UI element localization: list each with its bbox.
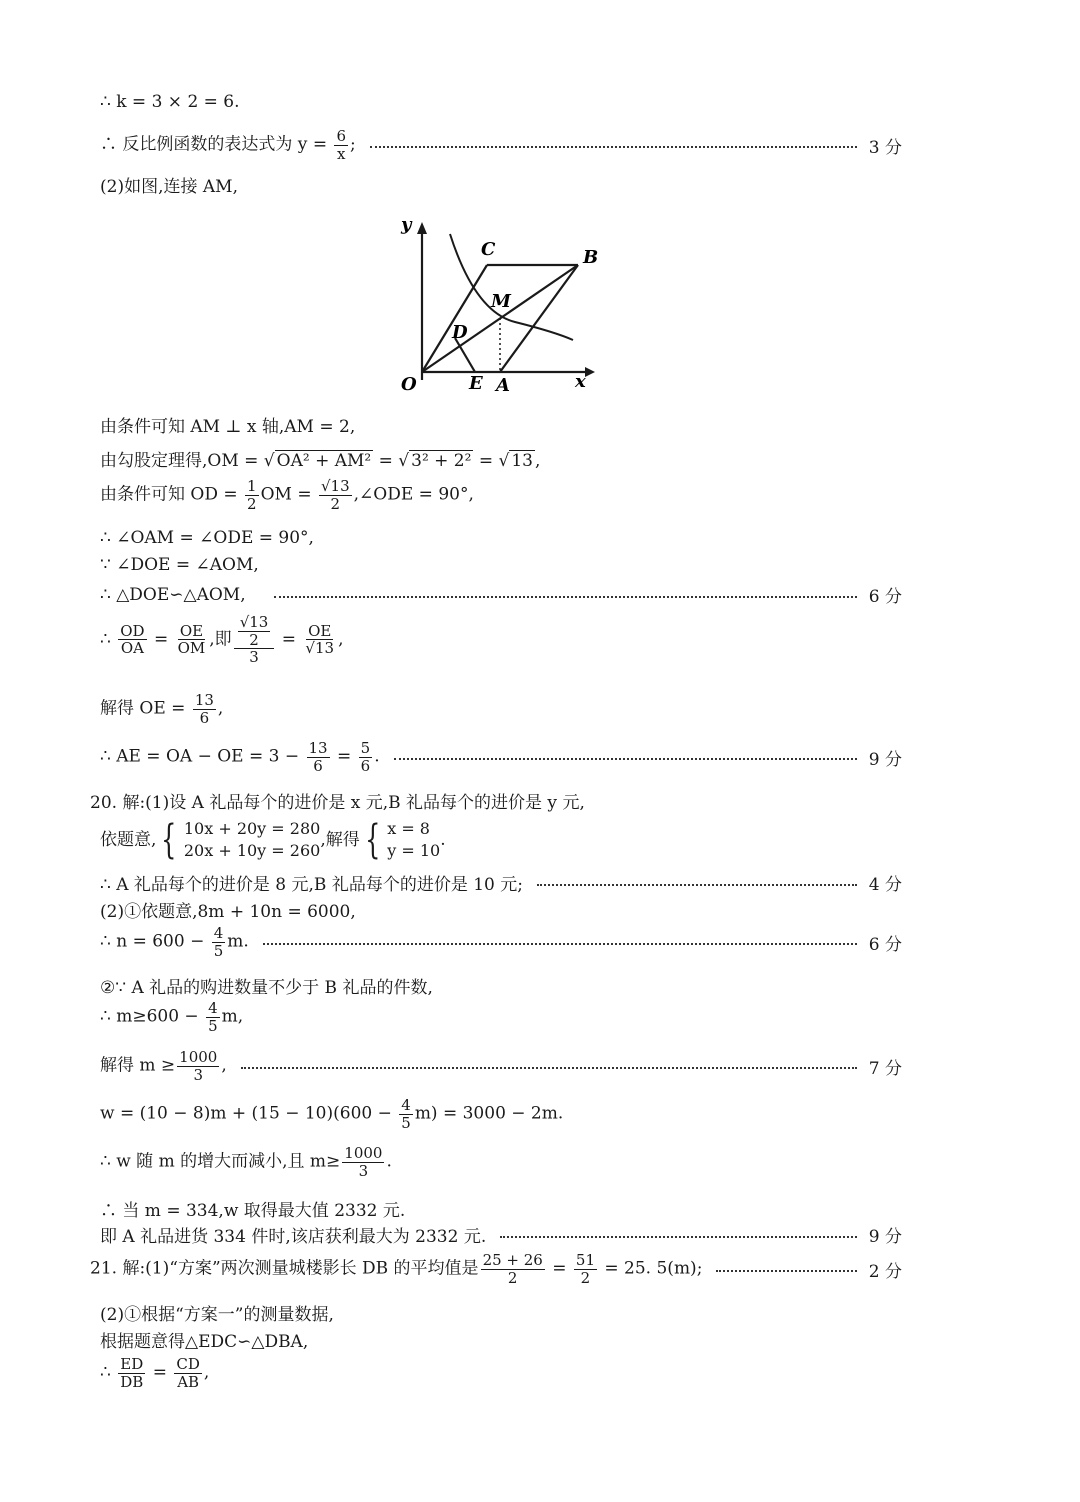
score: 9 分 xyxy=(868,749,902,770)
text: ∴ A 礼品每个的进价是 8 元,B 礼品每个的进价是 10 元; xyxy=(100,875,523,895)
label-e: E xyxy=(469,373,483,394)
leader-dots xyxy=(716,1270,856,1272)
text: ∴ 当 m = 334,w 取得最大值 2332 元. xyxy=(100,1201,406,1221)
line-inverse-function xyxy=(100,128,902,162)
score: 6 分 xyxy=(868,587,902,607)
y-axis-arrow xyxy=(417,222,427,234)
score: 4 分 xyxy=(868,875,902,895)
text: 即 A 礼品进货 334 件时,该店获利最大为 2332 元. xyxy=(100,1227,487,1247)
score: 7 分 xyxy=(868,1058,902,1079)
score: 6 分 xyxy=(868,934,902,955)
leader-dots xyxy=(370,146,857,148)
line-q20-n-expr xyxy=(100,925,902,959)
line-od-value xyxy=(100,478,902,512)
leader-dots xyxy=(537,884,857,886)
line-q20-conclusion xyxy=(100,1222,902,1247)
line-q20-condition xyxy=(100,973,902,998)
text: ∴ $\frac{ED}{DB}$ = $\frac{CD}{AB}$ , xyxy=(100,1355,210,1391)
label-m: M xyxy=(491,291,511,312)
text: ∴ n = 600 − $\frac{4}{5}$ m. xyxy=(100,924,249,960)
text: 由条件可知 OD = $\frac{1}{2}$ OM = $\frac{√13}{2}$ ,∠ODE = 90°, xyxy=(100,477,474,513)
text: ∴ $\frac{OD}{OA}$ = $\frac{OE}{OM}$ ,即 $\frac{\frac{√13}{2}}{3}$ = $\frac{OE}{√13}$ , xyxy=(100,613,344,666)
label-x: x xyxy=(575,371,586,392)
line-similar-triangles xyxy=(100,582,902,607)
line-q20-inequality xyxy=(100,1000,902,1034)
line-pythagoras xyxy=(100,446,902,471)
score: 9 分 xyxy=(868,1227,902,1247)
hyperbola-curve xyxy=(450,234,573,340)
text: w = (10 − 8)m + (15 − 10)(600 − $\frac{4}{5}$ m) = 3000 − 2m. xyxy=(100,1096,564,1132)
text: 解得 OE = $\frac{13}{6}$ , xyxy=(100,691,224,727)
score: 3 分 xyxy=(868,137,902,158)
text: (2)如图,连接 AM, xyxy=(100,177,238,197)
label-d: D xyxy=(452,322,468,343)
text: ∴ AE = OA − OE = 3 − $\frac{13}{6}$ = $\frac{5}{6}$ . xyxy=(100,739,380,775)
line-q20-prices xyxy=(100,870,902,895)
leader-dots xyxy=(500,1236,857,1238)
text: ∴ m≥600 − $\frac{4}{5}$ m, xyxy=(100,999,244,1035)
line-q20-max xyxy=(100,1196,902,1221)
line-q20-system xyxy=(100,818,902,863)
text: 依题意, { 10x + 20y = 280 20x + 10y = 260 ,解得 { x = 8 y = 10 . xyxy=(100,817,446,864)
text: (2)①依题意,8m + 10n = 6000, xyxy=(100,902,356,922)
text: ∴ △DOE∽△AOM, xyxy=(100,584,246,605)
line-q20-w-function xyxy=(100,1097,902,1131)
text: 由勾股定理得,OM = √ OA² + AM² = √ 3² + 2² = √ 13 , xyxy=(100,451,541,471)
leader-dots xyxy=(394,758,857,760)
x-axis-arrow xyxy=(585,367,595,377)
text: ∴ ∠OAM = ∠ODE = 90°, xyxy=(100,528,314,548)
line-q20-equation xyxy=(100,897,902,922)
text: ②∵ A 礼品的购进数量不少于 B 礼品的件数, xyxy=(100,978,433,998)
geometry-diagram xyxy=(395,212,605,397)
line-angle-doe xyxy=(100,555,902,575)
line-q21-average xyxy=(90,1252,902,1286)
text: 20. 解:(1)设 A 礼品每个的进价是 x 元,B 礼品每个的进价是 y 元, xyxy=(90,793,585,813)
label-a: A xyxy=(496,375,510,396)
line-q21-similar xyxy=(100,1327,902,1352)
leader-dots xyxy=(263,943,857,945)
segment-ba xyxy=(500,265,578,372)
line-q21-plan-one xyxy=(100,1300,902,1325)
text: ∴ k = 3 × 2 = 6. xyxy=(100,92,240,112)
line-part2-intro xyxy=(100,172,902,197)
line-q20-monotonic xyxy=(100,1145,902,1179)
leader-dots xyxy=(241,1067,857,1069)
text: ∴ 反比例函数的表达式为 y = $\frac{6}{x}$ ; xyxy=(100,127,356,163)
line-ratio xyxy=(100,614,902,666)
text: 根据题意得△EDC∽△DBA, xyxy=(100,1332,309,1352)
text: ∴ w 随 m 的增大而减小,且 m≥ $\frac{1000}{3}$ . xyxy=(100,1144,392,1180)
label-b: B xyxy=(583,247,599,268)
label-y: y xyxy=(401,214,412,235)
label-o: O xyxy=(401,374,417,395)
line-q20-intro xyxy=(90,788,902,813)
text: 解得 m ≥ $\frac{1000}{3}$ , xyxy=(100,1048,227,1084)
line-oe-solution xyxy=(100,692,902,726)
line-angle-oam xyxy=(100,528,902,548)
line-ae-value xyxy=(100,740,902,774)
line-k-value xyxy=(100,92,902,112)
text: (2)①根据“方案一”的测量数据, xyxy=(100,1305,334,1325)
label-c: C xyxy=(481,239,496,260)
line-am-perpendicular xyxy=(100,412,902,437)
text: 由条件可知 AM ⊥ x 轴,AM = 2, xyxy=(100,417,356,437)
line-q20-m-range xyxy=(100,1049,902,1083)
text: ∵ ∠DOE = ∠AOM, xyxy=(100,555,259,575)
leader-dots xyxy=(274,596,857,598)
line-q21-ratio xyxy=(100,1356,902,1390)
text: 21. 解:(1)“方案”两次测量城楼影长 DB 的平均值是 $\frac{25 + 26}{2}$ = $\frac{51}{2}$ = 25. 5(m); xyxy=(90,1251,703,1287)
score: 2 分 xyxy=(868,1261,902,1282)
segment-oc xyxy=(422,265,487,372)
